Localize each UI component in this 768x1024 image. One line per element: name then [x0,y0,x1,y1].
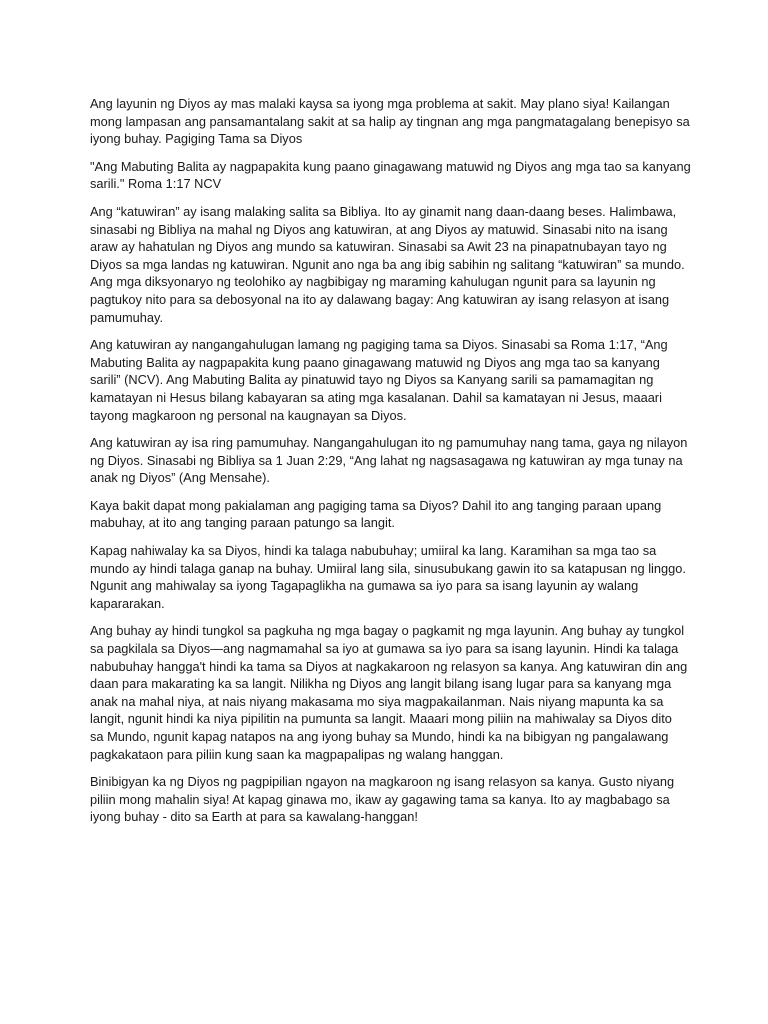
text-line: Mabuting Balita ay nagpapakita kung paano ginagawang matuwid ng Diyos ang mga tao sa kanyang [90,354,660,370]
text-line: mabuhay, at ito ang tanging paraan patungo sa langit. [90,515,395,531]
text-line: langit, ngunit hindi ka niya pipilitin na pumunta sa langit. Maaari mong piliin na mahiwalay sa Diyos dito [90,711,672,727]
text-line: iyong buhay. Pagiging Tama sa Diyos [90,131,303,147]
paragraph [90,336,690,424]
text-line: mundo ay hindi talaga ganap na buhay. Umiiral lang sila, sinusubukang gawin ito sa katapusan ng linggo. [90,560,686,576]
text-line: Ngunit ang mahiwalay sa iyong Tagapaglikha na gumawa sa iyo para sa isang layunin ay walang [90,578,639,594]
text-line: pagtukoy nito para sa debosyonal na ito ay dalawang bagay: Ang katuwiran ay isang relasyon at isang [90,291,670,307]
text-line: pamumuhay. [90,309,164,325]
text-line: piliin mong mahalin siya! At kapag ginawa mo, ikaw ay gagawing tama sa kanya. Ito ay magbabago sa [90,791,670,807]
text-line: Diyos sa mga landas ng katuwiran. Ngunit ano nga ba ang ibig sabihin ng salitang “katuwiran” sa mundo. [90,256,685,272]
paragraph [90,497,690,532]
text-line: sa Mundo, ngunit kapag natapos na ang iyong buhay sa Mundo, hindi ka na bibigyan ng pangalawang [90,729,669,744]
text-line: ng Diyos. Sinasabi ng Bibliya sa 1 Juan 2:29, “Ang lahat ng nagsasagawa ng katuwiran ay mga tunay na [90,452,683,468]
text-line: sinasabi ng Bibliya na mahal ng Diyos ang katuwiran, at ang Diyos ay matuwid. Sinasabi nito na isang [90,221,668,237]
text-line: anak ng Diyos” (Ang Mensahe). [90,470,270,486]
text-line: sarili” (NCV). Ang Mabuting Balita ay pinatuwid tayo ng Diyos sa Kanyang sarili sa pamamagitan ng [90,372,654,388]
paragraph [90,622,690,763]
text-line: Kapag nahiwalay ka sa Diyos, hindi ka talaga nabubuhay; umiiral ka lang. Karamihan sa mga tao sa [90,543,657,559]
text-line: Ang layunin ng Diyos ay mas malaki kaysa sa iyong mga problema at sakit. May plano siya! Kailangan [90,96,670,111]
paragraph [90,158,690,193]
text-line: sarili." Roma 1:17 NCV [90,176,222,192]
text-line: Binibigyan ka ng Diyos ng pagpipilian ngayon na magkaroon ng isang relasyon sa kanya. Gusto niyang [90,774,675,790]
text-line: iyong buhay - dito sa Earth at para sa kawalang-hanggan! [90,809,418,825]
text-line: nabubuhay hangga't hindi ka tama sa Diyos at nagkakaroon ng relasyon sa kanya. Ang katuwiran din ang [90,658,688,674]
text-line: Ang buhay ay hindi tungkol sa pagkuha ng mga bagay o pagkamit ng mga layunin. Ang buhay ay tungkol [90,623,685,639]
paragraph [90,542,690,612]
text-line: Ang mga diksyonaryo ng teolohiko ay nagbibigay ng maraming kahulugan ngunit para sa layunin ng [90,274,656,290]
text-line: kamatayan ni Hesus bilang kabayaran sa ating mga kasalanan. Dahil sa kamatayan ni Jesus, maaari [90,389,662,405]
text-line: sa pagkilala sa Diyos—ang nagmamahal sa iyo at gumawa sa iyo para sa isang layunin. Hindi ka talaga [90,641,679,657]
text-line: mong lampasan ang pansamantalang sakit at sa halip ay tingnan ang mga pangmatagalang benepisyo sa [90,113,690,129]
text-line: araw ay hahatulan ng Diyos ang mundo sa katuwiran. Sinasabi sa Awit 23 na pinapatnubayan tayo ng [90,239,667,255]
text-line: Ang “katuwiran” ay isang malaking salita sa Bibliya. Ito ay ginamit nang daan-daang beses. Halimbawa, [90,203,677,219]
paragraph [90,434,690,487]
text-line: Kaya bakit dapat mong pakialaman ang pagiging tama sa Diyos? Dahil ito ang tanging paraan upang [90,497,662,513]
text-line: anak na mahal niya, at nais niyang makasama mo siya magpakailanman. Nais niyang mapunta ka sa [90,693,664,709]
text-line: "Ang Mabuting Balita ay nagpapakita kung paano ginagawang matuwid ng Diyos ang mga tao sa kanyang [90,158,691,174]
text-line: daan para makarating ka sa langit. Nilikha ng Diyos ang langit bilang isang lugar para sa kanyang mga [90,676,672,692]
text-line: Ang katuwiran ay isa ring pamumuhay. Nangangahulugan ito ng pamumuhay nang tama, gaya ng nilayon [90,435,688,451]
text-line: tayong magkaroon ng personal na kaugnayan sa Diyos. [90,407,407,423]
paragraph [90,203,690,326]
document-body [90,95,690,836]
text-line: pagkakataon para piliin kung saan ka magpapalipas ng walang hanggan. [90,746,504,762]
text-line: Ang katuwiran ay nangangahulugan lamang ng pagiging tama sa Diyos. Sinasabi sa Roma 1:17, “Ang [90,337,668,353]
paragraph [90,773,690,826]
text-line: kapararakan. [90,595,165,611]
paragraph [90,95,690,148]
